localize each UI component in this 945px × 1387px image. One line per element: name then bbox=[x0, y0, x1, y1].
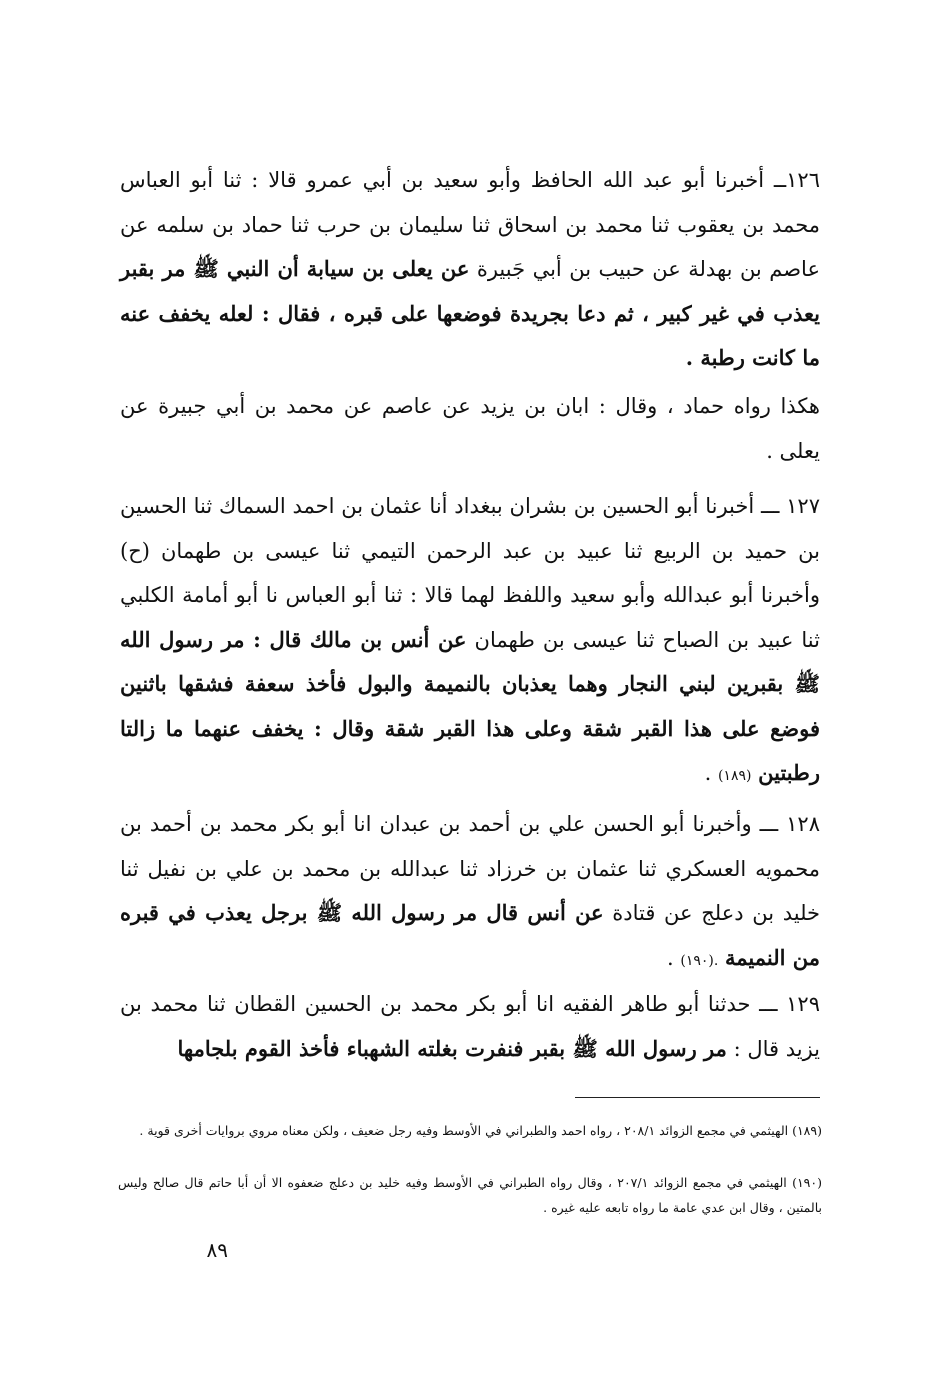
hadith-text-end: . bbox=[704, 761, 712, 785]
footnote-reference: (١٨٩) bbox=[717, 768, 752, 784]
hadith-126 bbox=[120, 158, 820, 381]
footnote-reference: .(١٩٠) bbox=[680, 952, 719, 969]
hadith-text: ١٢٩ ـــ حدثنا أبو طاهر الفقيه انا أبو بكر محمد بن الحسين القطان ثنا محمد بن يزيد قال : bbox=[120, 992, 820, 1061]
hadith-text: ١٢٨ ـــ وأخبرنا أبو الحسن علي بن أحمد بن عبدان انا أبو بكر محمد بن أحمد بن محمويه العسكري ثنا عثمان بن خرزاد ثنا عبدالله بن محمد بن علي بن نفيل ثنا خليد بن دعلج عن قتادة bbox=[120, 812, 821, 925]
hadith-128 bbox=[120, 802, 820, 983]
footnote-190: (١٩٠) الهيثمي في مجمع الزوائد ٢٠٧/١ ، وقال رواه الطبراني في الأوسط وفيه خليد بن دعلج ضعفوه الا أن أبا حاتم قال صالح وليس بالمتين ، وقال ابن عدي عامة ما رواه تابعه عليه غيره . bbox=[118, 1175, 823, 1215]
footnote-separator bbox=[575, 1097, 820, 1098]
hadith-127 bbox=[120, 484, 820, 799]
hadith-matn: مر رسول الله ﷺ بقبر فنفرت بغلته الشهباء فأخذ القوم بلجامها bbox=[177, 1035, 727, 1061]
hadith-matn: عن أنس بن مالك قال : مر رسول الله ﷺ بقبرين لبني النجار وهما يعذبان بالنميمة والبول فأخذ سعفة فشقها باثنين فوضع على هذا القبر شقة وعلى هذا القبر شقة وقال : يخفف عنهما ما زالتا رطبتين bbox=[120, 626, 820, 785]
hadith-126-note bbox=[120, 384, 820, 473]
hadith-text: ١٢٧ ـــ أخبرنا أبو الحسين بن بشران ببغداد أنا عثمان بن احمد السماك ثنا الحسين بن حميد بن الربيع ثنا عبيد بن عبد الرحمن التيمي ثنا عيسى بن طهمان (ح) وأخبرنا أبو عبدالله وأبو سعيد واللفظ لهما قالا : ثنا أبو العباس نا أبو أمامة الكلبي ثنا عبيد بن الصباح ثنا عيسى بن طهمان bbox=[120, 494, 820, 652]
hadith-text: ١٢٦ــ أخبرنا أبو عبد الله الحافظ وأبو سعيد بن أبي عمرو قالا : ثنا أبو العباس محمد بن يعقوب ثنا محمد بن اسحاق ثنا سليمان بن حرب ثنا حماد بن سلمه عن عاصم بن بهدلة عن حبيب بن أبي جَبيرة bbox=[120, 168, 820, 281]
hadith-matn: عن أنس قال مر رسول الله ﷺ برجل يعذب في قبره من النميمة bbox=[120, 900, 820, 970]
hadith-129 bbox=[120, 982, 820, 1071]
hadith-text-end: . bbox=[666, 945, 674, 970]
hadith-text: هكذا رواه حماد ، وقال : ابان بن يزيد عن عاصم عن محمد بن أبي جبيرة عن يعلى . bbox=[120, 394, 820, 463]
hadith-matn: عن يعلى بن سيابة أن النبي ﷺ مر بقبر يعذب في غير كبير ، ثم دعا بجريدة فوضعها على قبره ، فقال : لعله يخفف عنه ما كانت رطبة . bbox=[120, 256, 820, 370]
footnote-189: (١٨٩) الهيثمي في مجمع الزوائد ٢٠٨/١ ، رواه احمد والطبراني في الأوسط وفيه رجل ضعيف ، ولكن معناه مروي بروايات أخرى قوية . bbox=[139, 1123, 822, 1138]
page-number: ٨٩ bbox=[206, 1238, 228, 1262]
